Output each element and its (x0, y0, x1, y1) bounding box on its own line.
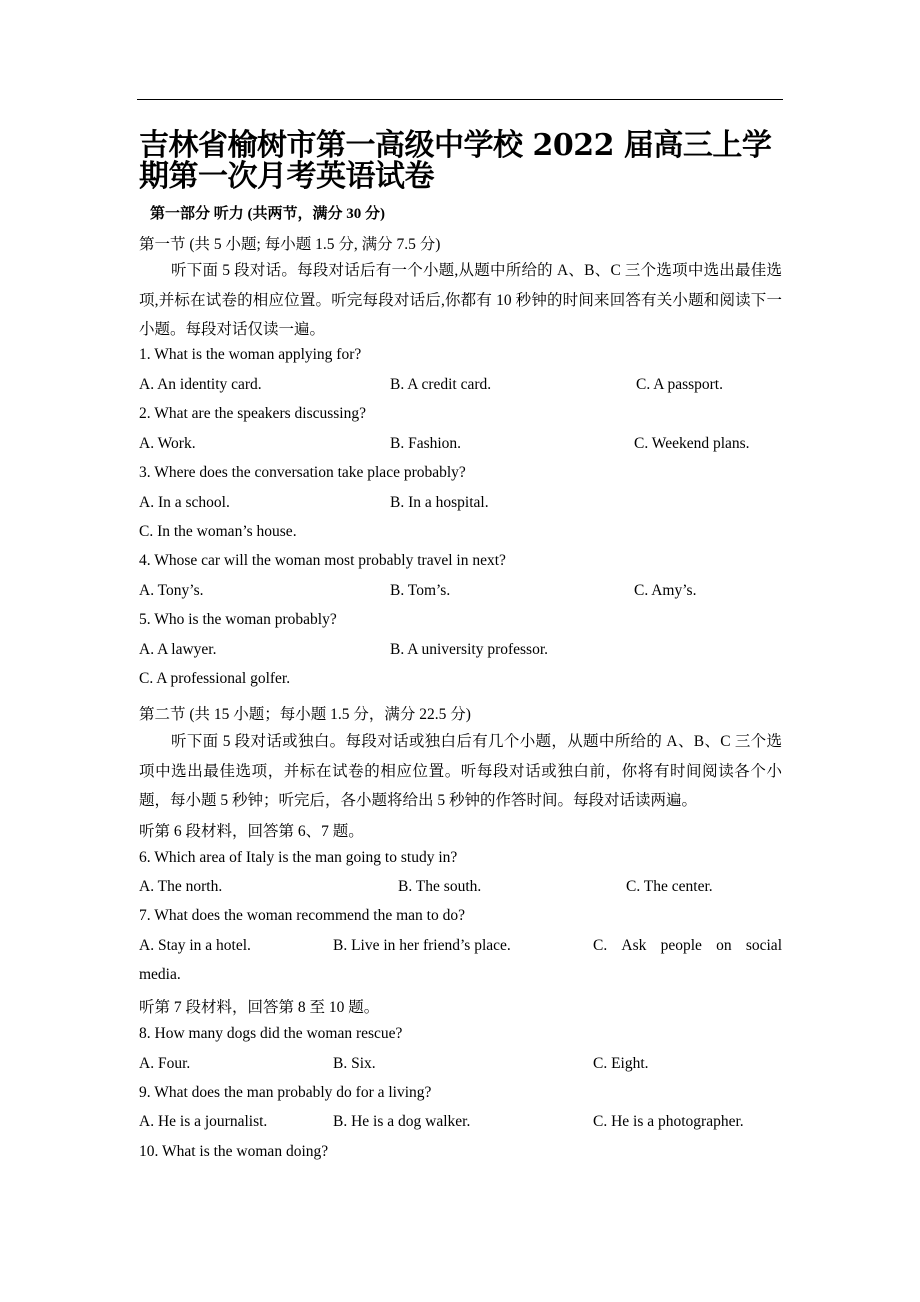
q1-option-a: A. An identity card. (139, 376, 262, 393)
q4-option-c: C. Amy’s. (634, 582, 697, 599)
part1-heading: 第一部分 听力 (共两节，满分 30 分) (150, 206, 385, 222)
q3-option-c: C. In the woman’s house. (139, 523, 297, 540)
q7-option-c-word: C. (593, 937, 608, 954)
q3-option-a: A. In a school. (139, 494, 230, 511)
q5-option-b: B. A university professor. (390, 641, 549, 658)
q5-option-a: A. A lawyer. (139, 641, 217, 658)
q7-option-c (593, 937, 782, 955)
question-9: 9. What does the man probably do for a living? (139, 1084, 432, 1101)
q9-option-c: C. He is a photographer. (593, 1113, 744, 1130)
q6-option-a: A. The north. (139, 878, 223, 895)
q7-option-b: B. Live in her friend’s place. (333, 937, 511, 954)
material-7-note: 听第 7 段材料，回答第 8 至 10 题。 (139, 999, 380, 1016)
question-4: 4. Whose car will the woman most probably travel in next? (139, 552, 506, 569)
q7-option-c-word: social (745, 937, 782, 954)
header-rule (137, 99, 783, 100)
q5-option-c: C. A professional golfer. (139, 670, 291, 687)
q2-option-b: B. Fashion. (390, 435, 462, 452)
q1-option-b: B. A credit card. (390, 376, 492, 393)
q4-option-b: B. Tom’s. (390, 582, 451, 599)
q7-option-a: A. Stay in a hotel. (139, 937, 251, 954)
question-8: 8. How many dogs did the woman rescue? (139, 1025, 403, 1042)
question-6: 6. Which area of Italy is the man going to study in? (139, 849, 458, 866)
question-1: 1. What is the woman applying for? (139, 346, 362, 363)
q3-option-b: B. In a hospital. (390, 494, 489, 511)
question-5: 5. Who is the woman probably? (139, 611, 337, 628)
q1-option-c: C. A passport. (636, 376, 723, 393)
q7-option-c-continued: media. (139, 966, 181, 983)
q9-option-b: B. He is a dog walker. (333, 1113, 471, 1130)
q9-option-a: A. He is a journalist. (139, 1113, 268, 1130)
q7-option-c-word: Ask (621, 937, 647, 954)
q8-option-a: A. Four. (139, 1055, 191, 1072)
q4-option-a: A. Tony’s. (139, 582, 204, 599)
q2-option-c: C. Weekend plans. (634, 435, 750, 452)
q6-option-b: B. The south. (398, 878, 482, 895)
question-3: 3. Where does the conversation take place probably? (139, 464, 466, 481)
question-2: 2. What are the speakers discussing? (139, 405, 366, 422)
q7-option-c-word: on (716, 937, 732, 954)
section2-instructions: 听下面 5 段对话或独白。每段对话或独白后有几个小题，从题中所给的 A、B、C 三个选项中选出最佳选项，并标在试卷的相应位置。听每段对话或独白前，你将有时间阅读各个小题，每小题 5 秒钟；听完后，各小题将给出 5 秒钟的作答时间。每段对话读两遍。 (139, 733, 782, 809)
exam-title: 吉林省榆树市第一高级中学校 2022 届高三上学期第一次月考英语试卷 (139, 128, 772, 194)
section2-heading: 第二节 (共 15 小题；每小题 1.5 分，满分 22.5 分) (139, 706, 471, 723)
q2-option-a: A. Work. (139, 435, 196, 452)
question-10: 10. What is the woman doing? (139, 1143, 329, 1160)
question-7: 7. What does the woman recommend the man to do? (139, 907, 465, 924)
section1-heading: 第一节 (共 5 小题; 每小题 1.5 分, 满分 7.5 分) (139, 236, 441, 253)
q6-option-c: C. The center. (626, 878, 713, 895)
q7-option-c-word: people (660, 937, 702, 954)
q8-option-b: B. Six. (333, 1055, 376, 1072)
material-6-note: 听第 6 段材料，回答第 6、7 题。 (139, 823, 364, 840)
q8-option-c: C. Eight. (593, 1055, 649, 1072)
section1-instructions: 听下面 5 段对话。每段对话后有一个小题,从题中所给的 A、B、C 三个选项中选出最佳选项,并标在试卷的相应位置。听完每段对话后,你都有 10 秒钟的时间来回答有关小题和阅读下一小题。每段对话仅读一遍。 (139, 262, 782, 338)
